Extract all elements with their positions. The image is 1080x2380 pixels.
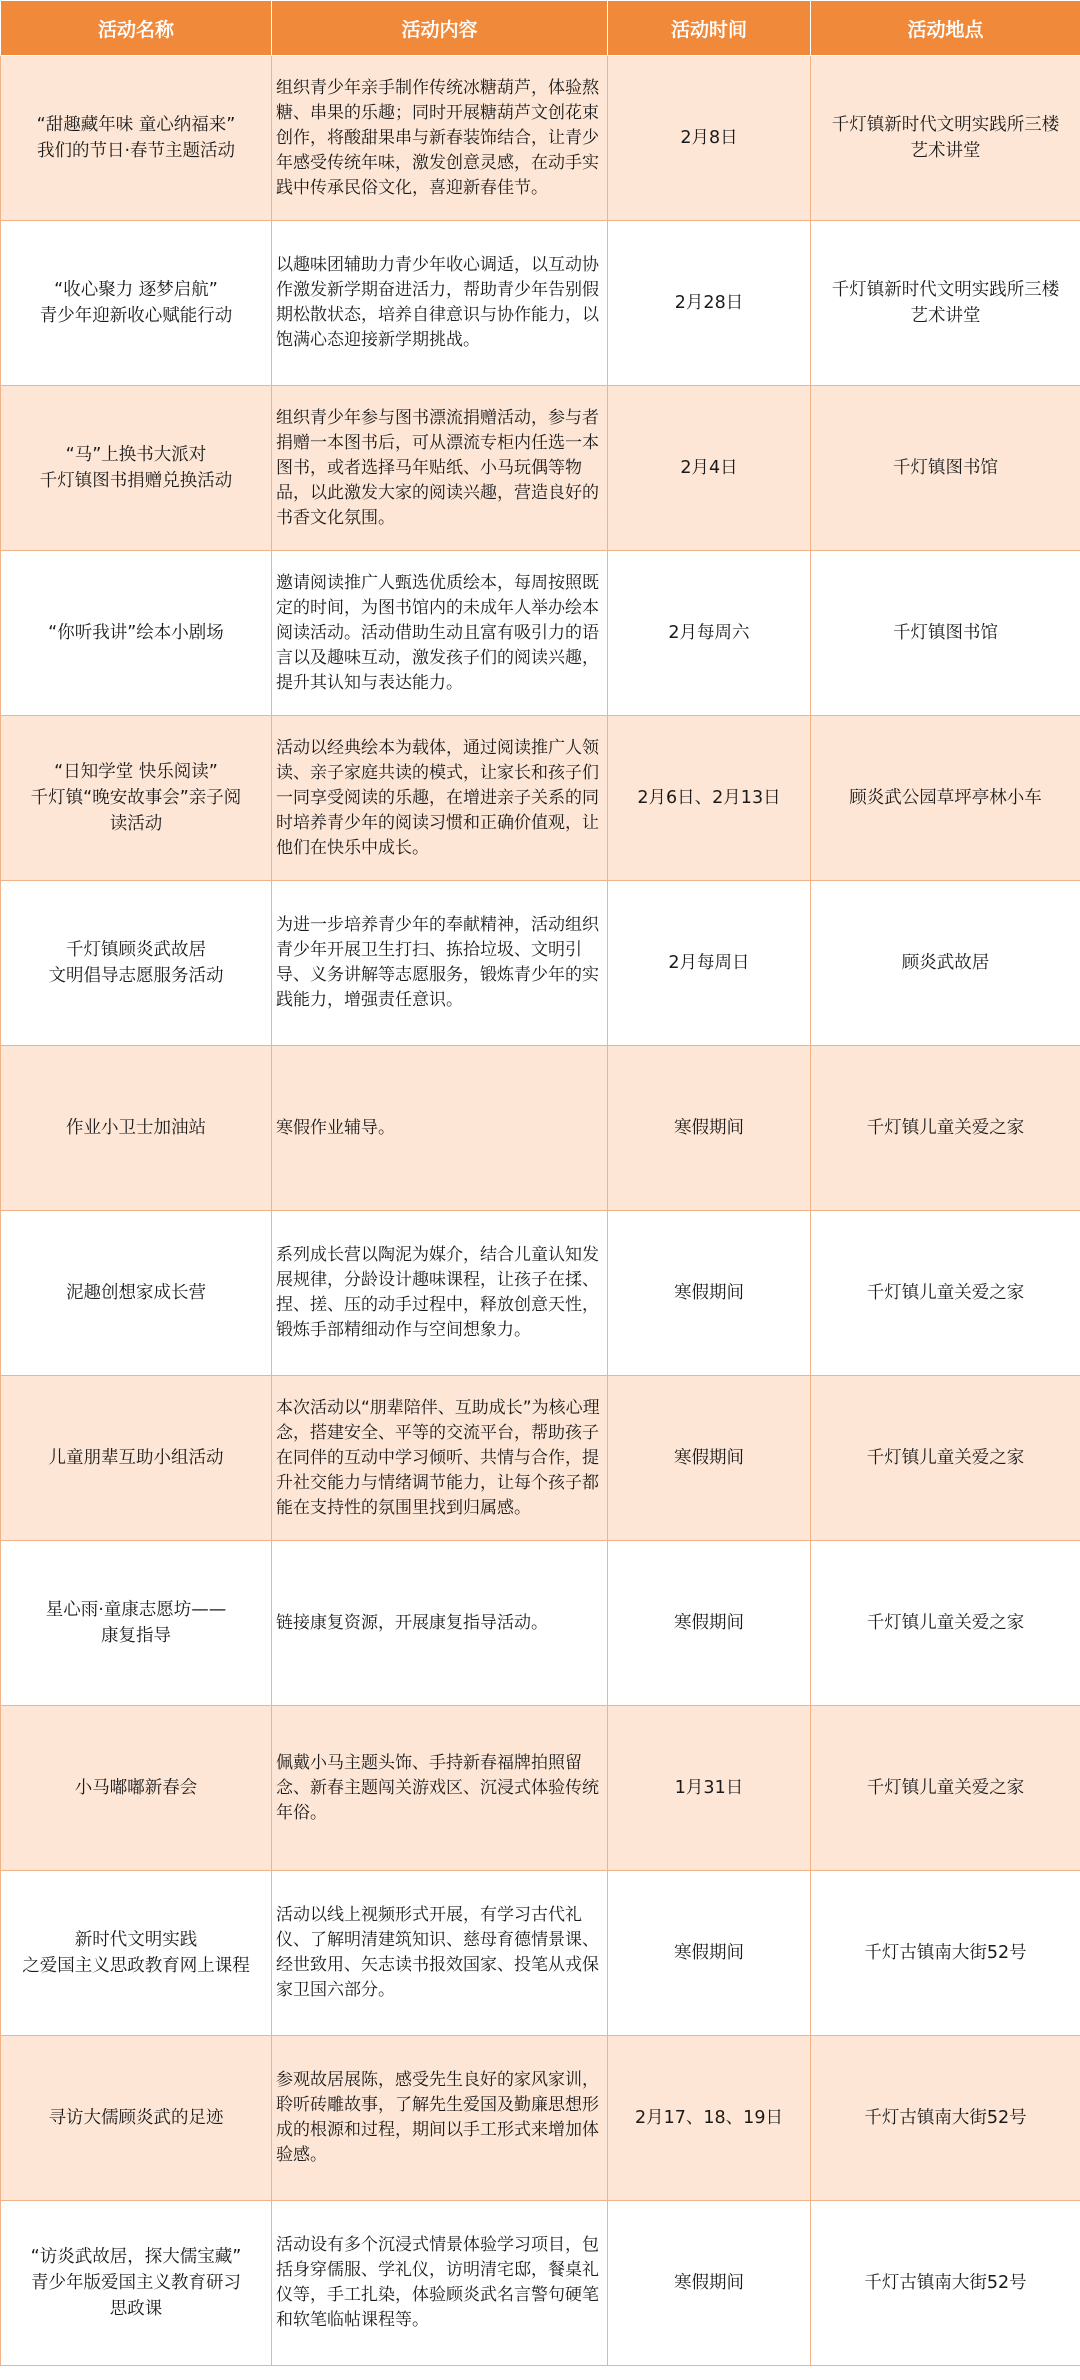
- activity-place: 千灯镇儿童关爱之家: [811, 1541, 1080, 1706]
- activity-time: 2月17、18、19日: [608, 2036, 811, 2201]
- activity-time: 2月6日、2月13日: [608, 716, 811, 881]
- activity-name: 星心雨·童康志愿坊—— 康复指导: [1, 1541, 272, 1706]
- activity-name: “访炎武故居，探大儒宝藏” 青少年版爱国主义教育研习 思政课: [1, 2201, 272, 2366]
- activity-name: 千灯镇顾炎武故居 文明倡导志愿服务活动: [1, 881, 272, 1046]
- activity-time: 2月28日: [608, 221, 811, 386]
- table-row: [1, 1376, 1080, 1541]
- activity-time: 1月31日: [608, 1706, 811, 1871]
- table-row: [1, 1541, 1080, 1706]
- table-header-row: [1, 1, 1080, 56]
- activity-place: 千灯镇图书馆: [811, 551, 1080, 716]
- table-row: [1, 221, 1080, 386]
- table-row: [1, 551, 1080, 716]
- activity-place: 千灯古镇南大街52号: [811, 2036, 1080, 2201]
- table-row: [1, 881, 1080, 1046]
- activity-time: 2月每周日: [608, 881, 811, 1046]
- activity-content: 系列成长营以陶泥为媒介，结合儿童认知发展规律，分龄设计趣味课程，让孩子在揉、捏、搓、压的动手过程中，释放创意天性，锻炼手部精细动作与空间想象力。: [272, 1211, 608, 1376]
- activity-content: 组织青少年亲手制作传统冰糖葫芦，体验熬糖、串果的乐趣；同时开展糖葫芦文创花束创作，将酸甜果串与新春装饰结合，让青少年感受传统年味，激发创意灵感，在动手实践中传承民俗文化，喜迎新春佳节。: [272, 56, 608, 221]
- activity-name: 作业小卫士加油站: [1, 1046, 272, 1211]
- activity-time: 2月4日: [608, 386, 811, 551]
- activity-content: 活动设有多个沉浸式情景体验学习项目，包括身穿儒服、学礼仪，访明清宅邸，餐桌礼仪等，手工扎染，体验顾炎武名言警句硬笔和软笔临帖课程等。: [272, 2201, 608, 2366]
- activity-time: 寒假期间: [608, 2201, 811, 2366]
- activity-place: 千灯镇儿童关爱之家: [811, 1046, 1080, 1211]
- header-activity-place: 活动地点: [811, 1, 1080, 56]
- activity-name: “收心聚力 逐梦启航” 青少年迎新收心赋能行动: [1, 221, 272, 386]
- activity-time: 寒假期间: [608, 1376, 811, 1541]
- table-row: [1, 56, 1080, 221]
- table-row: [1, 2201, 1080, 2366]
- header-activity-content: 活动内容: [272, 1, 608, 56]
- activity-name: 寻访大儒顾炎武的足迹: [1, 2036, 272, 2201]
- header-activity-time: 活动时间: [608, 1, 811, 56]
- activity-time: 2月8日: [608, 56, 811, 221]
- activity-place: 千灯镇儿童关爱之家: [811, 1706, 1080, 1871]
- activity-name: “日知学堂 快乐阅读” 千灯镇“晚安故事会”亲子阅 读活动: [1, 716, 272, 881]
- activity-place: 千灯古镇南大街52号: [811, 1871, 1080, 2036]
- table-row: [1, 1211, 1080, 1376]
- activity-name: “你听我讲”绘本小剧场: [1, 551, 272, 716]
- activity-place: 顾炎武公园草坪亭林小车: [811, 716, 1080, 881]
- activity-time: 寒假期间: [608, 1211, 811, 1376]
- activity-content: 本次活动以“朋辈陪伴、互助成长”为核心理念，搭建安全、平等的交流平台，帮助孩子在同伴的互动中学习倾听、共情与合作，提升社交能力与情绪调节能力，让每个孩子都能在支持性的氛围里找到归属感。: [272, 1376, 608, 1541]
- activity-name: 泥趣创想家成长营: [1, 1211, 272, 1376]
- activity-name: “马”上换书大派对 千灯镇图书捐赠兑换活动: [1, 386, 272, 551]
- activity-content: 佩戴小马主题头饰、手持新春福牌拍照留念、新春主题闯关游戏区、沉浸式体验传统年俗。: [272, 1706, 608, 1871]
- table-row: [1, 716, 1080, 881]
- activity-time: 2月每周六: [608, 551, 811, 716]
- activity-place: 千灯镇儿童关爱之家: [811, 1211, 1080, 1376]
- activity-content: 组织青少年参与图书漂流捐赠活动，参与者捐赠一本图书后，可从漂流专柜内任选一本图书，或者选择马年贴纸、小马玩偶等物品，以此激发大家的阅读兴趣，营造良好的书香文化氛围。: [272, 386, 608, 551]
- activity-place: 千灯镇新时代文明实践所三楼 艺术讲堂: [811, 56, 1080, 221]
- activity-content: 活动以线上视频形式开展，有学习古代礼仪、了解明清建筑知识、慈母育德情景课、经世致用、矢志读书报效国家、投笔从戎保家卫国六部分。: [272, 1871, 608, 2036]
- activity-time: 寒假期间: [608, 1871, 811, 2036]
- table-row: [1, 386, 1080, 551]
- activity-place: 千灯镇图书馆: [811, 386, 1080, 551]
- activity-place: 千灯镇新时代文明实践所三楼 艺术讲堂: [811, 221, 1080, 386]
- activity-time: 寒假期间: [608, 1541, 811, 1706]
- activity-place: 千灯镇儿童关爱之家: [811, 1376, 1080, 1541]
- activity-content: 以趣味团辅助力青少年收心调适，以互动协作激发新学期奋进活力，帮助青少年告别假期松散状态，培养自律意识与协作能力，以饱满心态迎接新学期挑战。: [272, 221, 608, 386]
- activity-content: 链接康复资源，开展康复指导活动。: [272, 1541, 608, 1706]
- activity-content: 邀请阅读推广人甄选优质绘本，每周按照既定的时间，为图书馆内的未成年人举办绘本阅读活动。活动借助生动且富有吸引力的语言以及趣味互动，激发孩子们的阅读兴趣，提升其认知与表达能力。: [272, 551, 608, 716]
- activity-place: 千灯古镇南大街52号: [811, 2201, 1080, 2366]
- activity-name: 儿童朋辈互助小组活动: [1, 1376, 272, 1541]
- activity-content: 参观故居展陈，感受先生良好的家风家训，聆听砖雕故事，了解先生爱国及勤廉思想形成的根源和过程，期间以手工形式来增加体验感。: [272, 2036, 608, 2201]
- activity-name: 小马嘟嘟新春会: [1, 1706, 272, 1871]
- table-row: [1, 1871, 1080, 2036]
- activity-time: 寒假期间: [608, 1046, 811, 1211]
- header-activity-name: 活动名称: [1, 1, 272, 56]
- table-row: [1, 1046, 1080, 1211]
- activity-content: 寒假作业辅导。: [272, 1046, 608, 1211]
- activity-content: 活动以经典绘本为载体，通过阅读推广人领读、亲子家庭共读的模式，让家长和孩子们一同享受阅读的乐趣，在增进亲子关系的同时培养青少年的阅读习惯和正确价值观，让他们在快乐中成长。: [272, 716, 608, 881]
- activity-name: “甜趣藏年味 童心纳福来” 我们的节日·春节主题活动: [1, 56, 272, 221]
- table-row: [1, 1706, 1080, 1871]
- activity-content: 为进一步培养青少年的奉献精神，活动组织青少年开展卫生打扫、拣拾垃圾、文明引导、义务讲解等志愿服务，锻炼青少年的实践能力，增强责任意识。: [272, 881, 608, 1046]
- table-row: [1, 2036, 1080, 2201]
- activity-name: 新时代文明实践 之爱国主义思政教育网上课程: [1, 1871, 272, 2036]
- activity-place: 顾炎武故居: [811, 881, 1080, 1046]
